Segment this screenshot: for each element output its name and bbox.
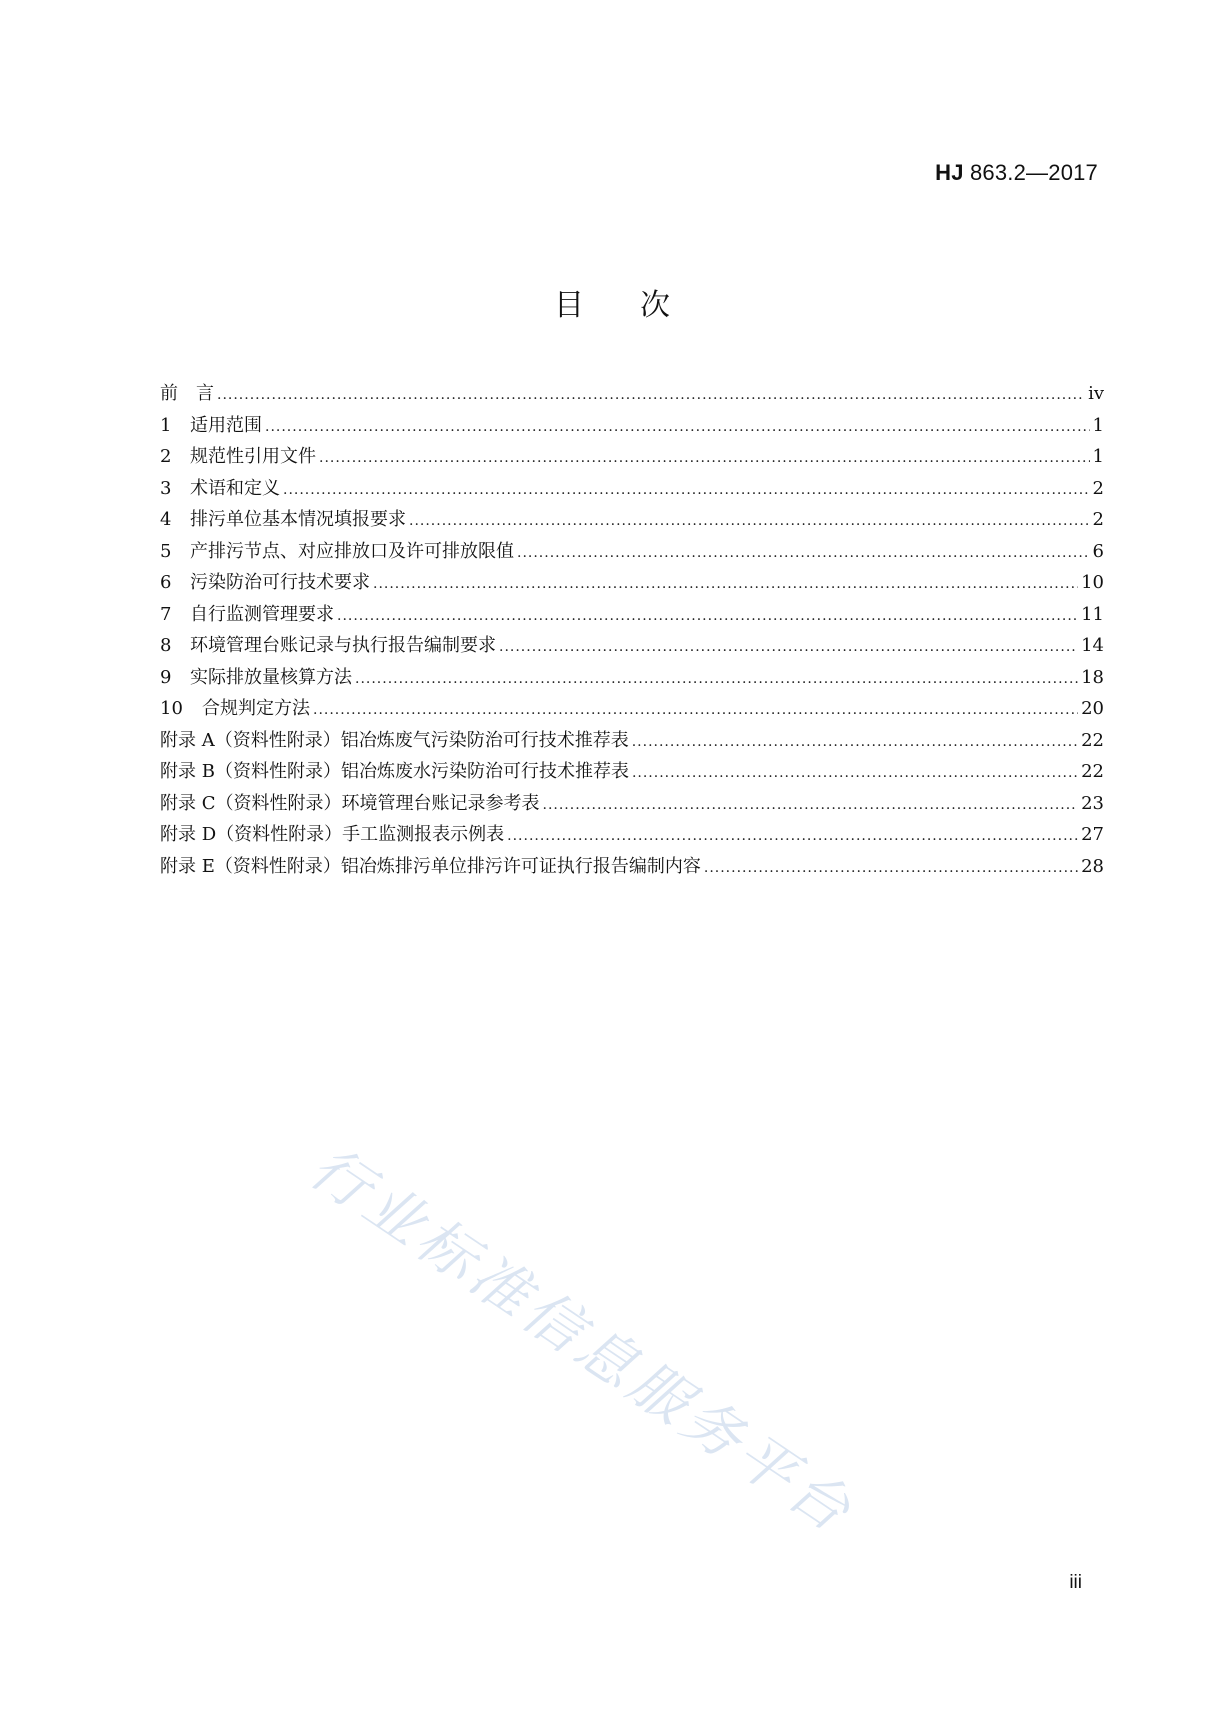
toc-entry-page: 2 <box>1092 477 1104 499</box>
toc-appendix-a[interactable] <box>160 725 1104 757</box>
toc-appendix-title: 铝冶炼排污单位排污许可证执行报告编制内容 <box>340 855 701 877</box>
toc-appendix-label: 附录 C（资料性附录） <box>160 792 342 814</box>
page-number: iii <box>1069 1572 1082 1593</box>
toc-entry-page: 23 <box>1081 792 1104 814</box>
toc-entry-3[interactable] <box>160 473 1104 505</box>
toc-entry-number: 6 <box>160 572 172 593</box>
document-code-prefix: HJ <box>935 160 964 185</box>
toc-entry-label: 前 言 <box>160 383 214 404</box>
toc-appendix-e[interactable] <box>160 851 1104 883</box>
toc-entry-number: 7 <box>160 603 172 625</box>
toc-leader-dots <box>632 727 1078 759</box>
toc-entry-label: 环境管理台账记录与执行报告编制要求 <box>190 635 496 656</box>
toc-appendix-label: 附录 D（资料性附录） <box>160 824 343 845</box>
toc-entry-page: 6 <box>1092 540 1104 562</box>
toc-entry-number: 1 <box>160 414 172 436</box>
toc-leader-dots <box>632 758 1078 790</box>
toc-entry-6[interactable] <box>160 567 1104 599</box>
toc-entry-9[interactable] <box>160 662 1104 694</box>
toc-entry-label: 规范性引用文件 <box>190 446 316 467</box>
toc-leader-dots <box>265 412 1090 444</box>
toc-appendix-b[interactable] <box>160 756 1104 788</box>
toc-leader-dots <box>313 695 1078 727</box>
toc-entry-number: 4 <box>160 509 172 530</box>
toc-leader-dots <box>319 443 1090 475</box>
toc-entry-page: 1 <box>1092 446 1104 467</box>
toc-leader-dots <box>409 506 1090 538</box>
toc-entry-label: 产排污节点、对应排放口及许可排放限值 <box>190 540 514 562</box>
toc-entry-page: 11 <box>1081 603 1104 625</box>
toc-entry-4[interactable] <box>160 504 1104 536</box>
toc-entry-5[interactable] <box>160 536 1104 568</box>
toc-appendix-label: 附录 B（资料性附录） <box>160 761 341 782</box>
toc-appendix-title: 环境管理台账记录参考表 <box>341 792 540 814</box>
toc-entry-foreword[interactable] <box>160 378 1104 410</box>
toc-entry-1[interactable] <box>160 410 1104 442</box>
toc-entry-page: 28 <box>1081 855 1104 877</box>
toc-entry-7[interactable] <box>160 599 1104 631</box>
toc-entry-page: 2 <box>1092 509 1104 530</box>
toc-entry-10[interactable] <box>160 693 1104 725</box>
toc-entry-page: 18 <box>1081 666 1104 688</box>
toc-entry-page: iv <box>1088 383 1104 404</box>
toc-entry-label: 术语和定义 <box>190 477 280 499</box>
toc-entry-number: 3 <box>160 477 172 499</box>
toc-leader-dots <box>355 664 1078 696</box>
toc-entry-number: 5 <box>160 540 172 562</box>
toc-leader-dots <box>517 538 1090 570</box>
toc-entry-label: 合规判定方法 <box>202 698 310 719</box>
toc-leader-dots <box>543 790 1079 822</box>
document-code <box>935 160 1098 186</box>
toc-entry-page: 14 <box>1081 635 1104 656</box>
toc-entry-page: 27 <box>1081 824 1104 845</box>
toc-entry-label: 污染防治可行技术要求 <box>190 572 370 593</box>
toc-leader-dots <box>704 853 1078 885</box>
table-of-contents <box>160 378 1104 882</box>
toc-appendix-title: 铝冶炼废水污染防治可行技术推荐表 <box>340 761 629 782</box>
toc-entry-2[interactable] <box>160 441 1104 473</box>
toc-leader-dots <box>373 569 1078 601</box>
toc-entry-number: 9 <box>160 666 172 688</box>
toc-entry-8[interactable] <box>160 630 1104 662</box>
toc-entry-number: 8 <box>160 635 172 656</box>
toc-entry-page: 20 <box>1081 698 1104 719</box>
toc-entry-page: 1 <box>1092 414 1104 436</box>
toc-leader-dots <box>499 632 1078 664</box>
toc-title: 目次 <box>554 288 726 323</box>
toc-entry-label: 适用范围 <box>190 414 262 436</box>
toc-entry-label: 自行监测管理要求 <box>190 603 334 625</box>
toc-appendix-label: 附录 A（资料性附录） <box>160 729 341 751</box>
toc-entry-label: 排污单位基本情况填报要求 <box>190 509 406 530</box>
toc-entry-page: 10 <box>1081 572 1104 593</box>
toc-appendix-d[interactable] <box>160 819 1104 851</box>
toc-appendix-label: 附录 E（资料性附录） <box>160 855 341 877</box>
toc-entry-number: 10 <box>160 698 183 719</box>
toc-entry-page: 22 <box>1081 761 1104 782</box>
toc-leader-dots <box>283 475 1090 507</box>
toc-entry-number: 2 <box>160 446 172 467</box>
document-code-number: 863.2—2017 <box>963 160 1098 185</box>
toc-appendix-title: 手工监测报表示例表 <box>342 824 505 845</box>
toc-appendix-title: 铝冶炼废气污染防治可行技术推荐表 <box>340 729 629 751</box>
watermark: 行业标准信息服务平台 <box>298 1132 867 1548</box>
toc-entry-page: 22 <box>1081 729 1104 751</box>
toc-leader-dots <box>507 821 1078 853</box>
toc-entry-label: 实际排放量核算方法 <box>190 666 352 688</box>
toc-leader-dots <box>337 601 1078 633</box>
toc-appendix-c[interactable] <box>160 788 1104 820</box>
toc-leader-dots <box>217 380 1085 412</box>
